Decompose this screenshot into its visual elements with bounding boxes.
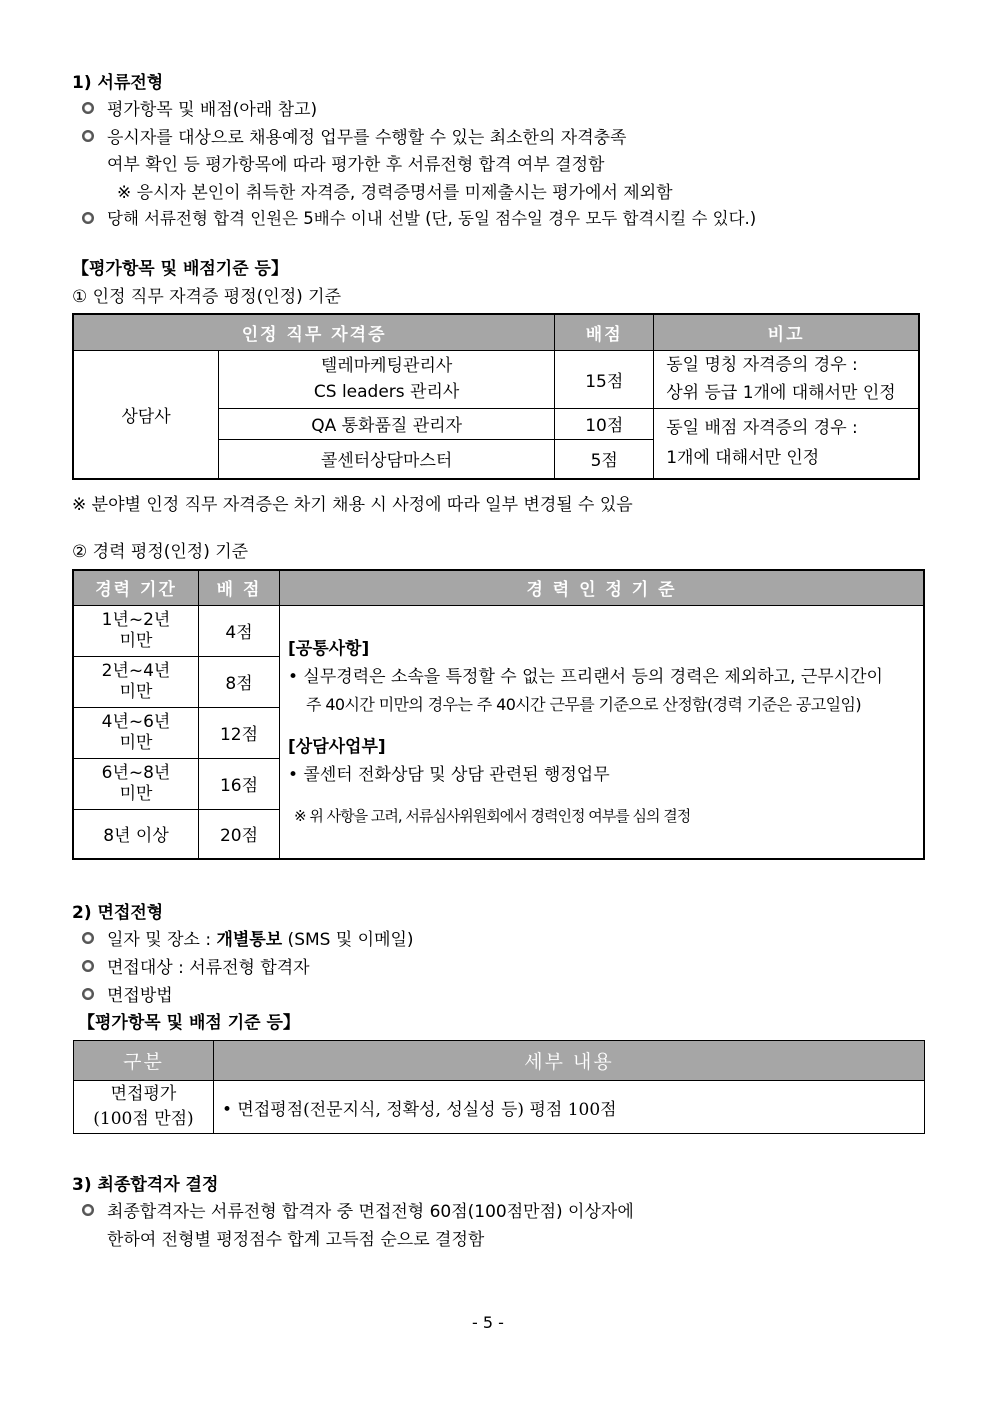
points-cell: 4점 (199, 605, 280, 656)
criteria-sub2: ② 경력 평정(인정) 기준 (72, 542, 249, 562)
criteria-title: 【평가항목 및 배점기준 등】 (72, 259, 288, 279)
s1-item-1: 평가항목 및 배점(아래 참고) (107, 100, 318, 120)
bullet-icon (82, 212, 94, 224)
note-cell-2: 동일 배점 자격증의 경우 : 1개에 대해서만 인정 (654, 408, 919, 479)
cert-cell-1: 텔레마케팅관리사 CS leaders 관리사 (219, 350, 555, 408)
period-cell: 6년~8년 미만 (73, 758, 199, 809)
points-cell: 12점 (199, 707, 280, 758)
bullet-icon (82, 932, 94, 944)
page-number: - 5 - (472, 1313, 504, 1332)
th-cert: 인정 직무 자격증 (73, 314, 555, 350)
certificate-table (72, 313, 920, 480)
cert-cell-2: QA 통화품질 관리자 (219, 408, 555, 439)
bullet-icon (82, 130, 94, 142)
criteria-note1: ※ 분야별 인정 직무 자격증은 차기 채용 시 사정에 따라 일부 변경될 수 있음 (72, 495, 633, 515)
points-cell: 20점 (199, 809, 280, 859)
s3-item-1b: 한하여 전형별 평정점수 합계 고득점 순으로 결정함 (107, 1230, 485, 1250)
bullet-icon (82, 988, 94, 1000)
s3-item-1a: 최종합격자는 서류전형 합격자 중 면접전형 60점(100점만점) 이상자에 (107, 1202, 634, 1222)
th-criteria: 경 력 인 정 기 준 (280, 570, 925, 605)
interview-table (73, 1040, 925, 1134)
section3-title: 3) 최종합격자 결정 (72, 1175, 219, 1195)
points-cell: 16점 (199, 758, 280, 809)
th-points: 배 점 (199, 570, 280, 605)
s1-item-2a: 응시자를 대상으로 채용예정 업무를 수행할 수 있는 최소한의 자격충족 (107, 128, 627, 148)
career-table (72, 569, 925, 860)
th-category: 구분 (74, 1041, 214, 1081)
s1-item-3: 당해 서류전형 합격 인원은 5배수 이내 선발 (단, 동일 점수일 경우 모두 합격시킬 수 있다.) (107, 209, 757, 228)
th-score: 배점 (555, 314, 654, 350)
th-detail: 세부 내용 (214, 1041, 925, 1081)
th-period: 경력 기간 (73, 570, 199, 605)
period-cell: 2년~4년 미만 (73, 656, 199, 707)
detail-cell: • 면접평점(전문지식, 정확성, 성실성 등) 평점 100점 (214, 1081, 925, 1134)
bullet-icon (82, 102, 94, 114)
note-cell-1: 동일 명칭 자격증의 경우 : 상위 등급 1개에 대해서만 인정 (654, 350, 919, 408)
section2-title: 2) 면접전형 (72, 903, 164, 923)
period-cell: 8년 이상 (73, 809, 199, 859)
section1-title: 1) 서류전형 (72, 73, 164, 93)
criteria-cell: [공통사항] • 실무경력은 소속을 특정할 수 없는 프리랜서 등의 경력은 제외하고, 근무시간이 주 40시간 미만의 경우는 주 40시간 근무를 기준으로 산정함(경력 기준은 공고일임) [상담사업부] • 콜센터 전화상담 및 상담 관련된 행정업무 ※ 위 사항을 고려, 서류심사위원회에서 경력인정 여부를 심의 결정 (280, 605, 925, 859)
category-cell: 면접평가 (100점 만점) (74, 1081, 214, 1134)
s1-item-2b: 여부 확인 등 평가항목에 따라 평가한 후 서류전형 합격 여부 결정함 (107, 155, 605, 175)
s2-item-1: 일자 및 장소 : 개별통보 (SMS 및 이메일) (107, 930, 414, 950)
s1-note: ※ 응시자 본인이 취득한 자격증, 경력증명서를 미제출시는 평가에서 제외함 (117, 183, 673, 203)
bullet-icon (82, 960, 94, 972)
period-cell: 1년~2년 미만 (73, 605, 199, 656)
bullet-icon (82, 1204, 94, 1216)
score-cell-3: 5점 (555, 439, 654, 479)
role-cell: 상담사 (73, 350, 219, 479)
score-cell-2: 10점 (555, 408, 654, 439)
s2-item-3: 면접방법 (107, 986, 173, 1006)
th-note: 비고 (654, 314, 919, 350)
criteria-sub1: ① 인정 직무 자격증 평정(인정) 기준 (72, 287, 342, 307)
period-cell: 4년~6년 미만 (73, 707, 199, 758)
points-cell: 8점 (199, 656, 280, 707)
interview-criteria-title: 【평가항목 및 배점 기준 등】 (78, 1013, 300, 1033)
s2-item-2: 면접대상 : 서류전형 합격자 (107, 958, 310, 978)
cert-cell-3: 콜센터상담마스터 (219, 439, 555, 479)
score-cell-1: 15점 (555, 350, 654, 408)
